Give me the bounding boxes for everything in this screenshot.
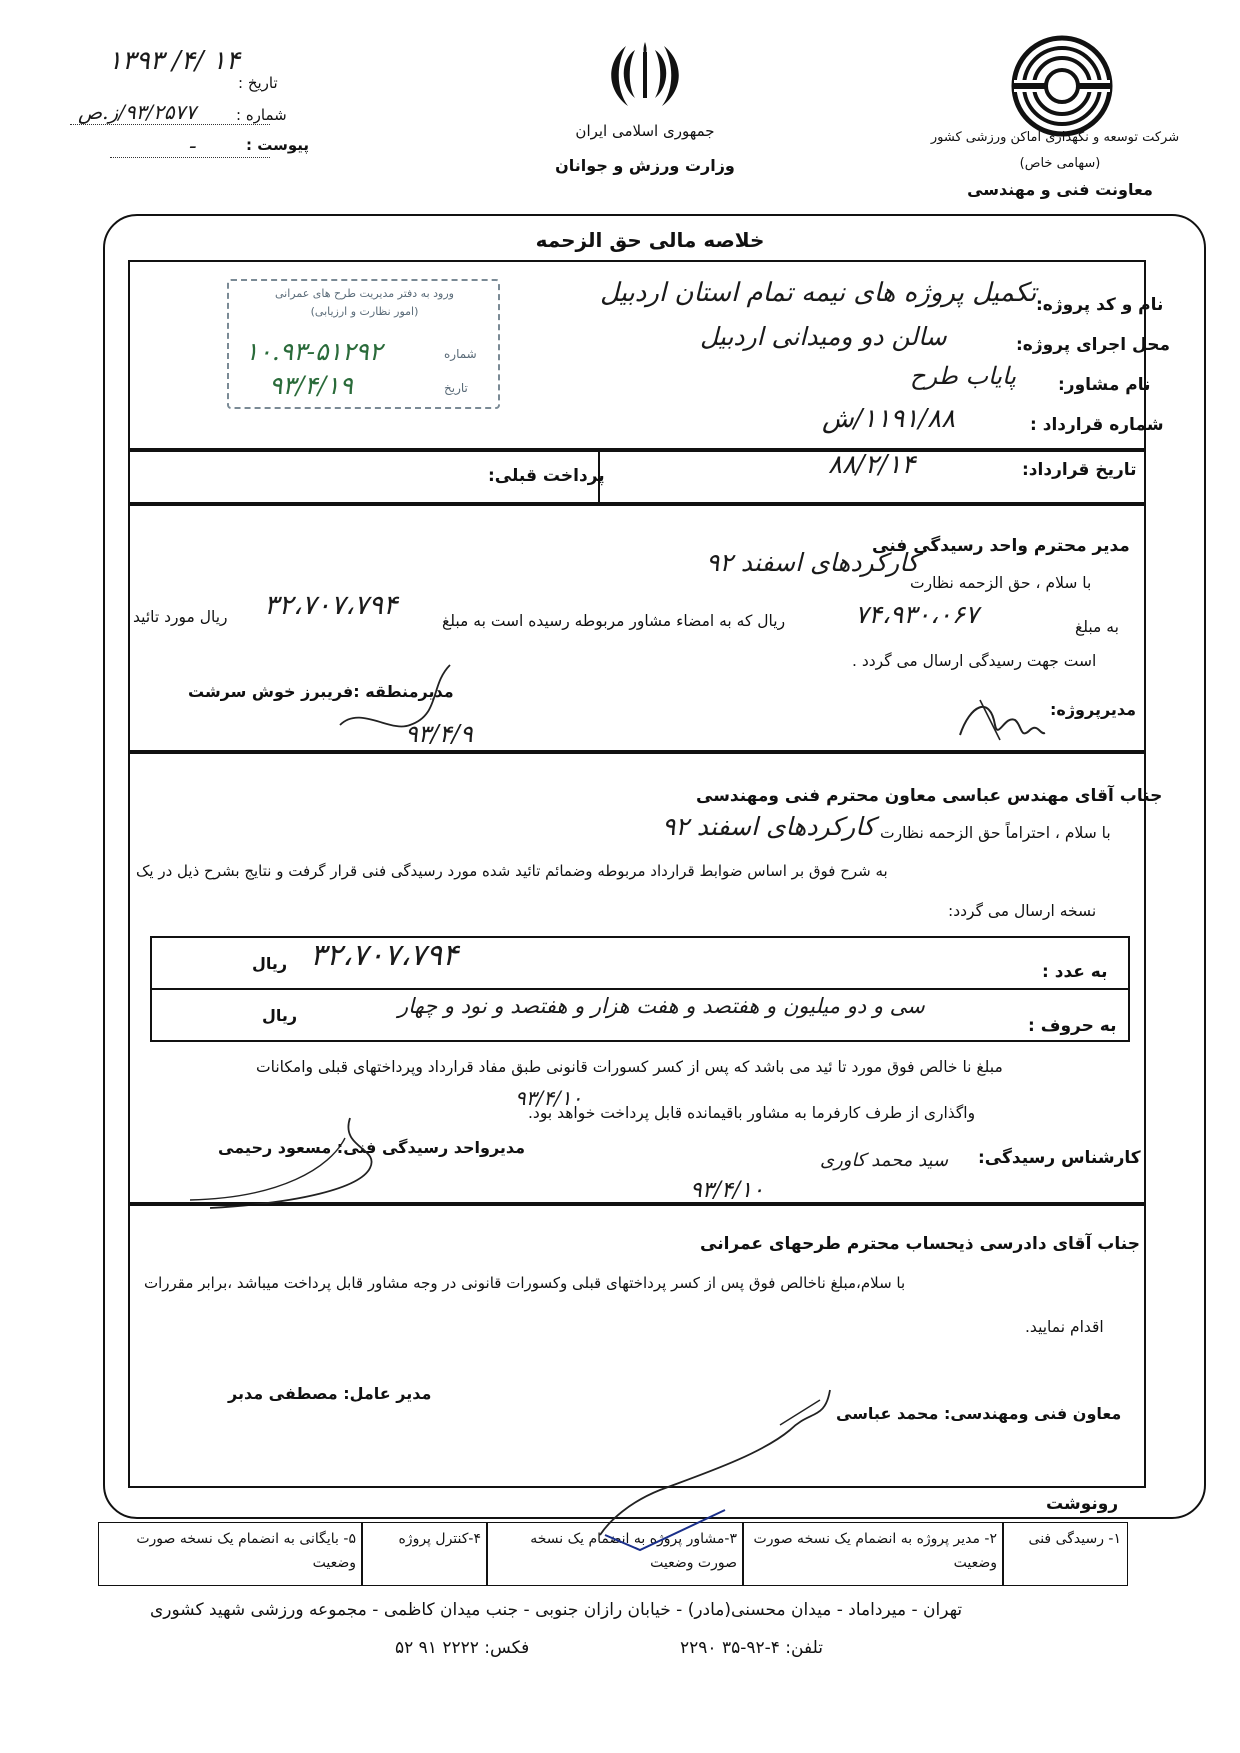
cc-item-4: ۴-کنترل پروژه: [361, 1522, 488, 1586]
project-name-label: نام و کد پروژه:: [1036, 295, 1164, 315]
attachment-underline: [110, 157, 270, 158]
footer-address: تهران - میرداماد - میدان محسنی(مادر) - خیابان رازان جنوبی - جنب میدان کاظمی - مجموعه ورزشی شهید کشوری: [150, 1600, 963, 1620]
project-name-value: تکمیل پروژه های نیمه تمام استان اردبیل: [600, 278, 1037, 308]
company-type: (سهامی خاص): [1019, 156, 1101, 171]
section1-line3: است جهت رسیدگی ارسال می گردد .: [852, 652, 1097, 670]
section1-amount1: ۷۴،۹۳۰،۰۶۷: [855, 600, 979, 629]
deputy-title: معاونت فنی و مهندسی: [967, 180, 1153, 199]
digits-label: به عدد :: [1042, 962, 1108, 982]
stamp-number-value: ۱۰.۹۳-۵۱۲۹۲: [245, 337, 383, 366]
section2-note1: مبلغ نا خالص فوق مورد تا ئید می باشد که پس از کسر کسورات قانونی طبق مفاد قرارداد وپرداختهای قبلی وامکانات: [256, 1058, 1003, 1076]
project-manager-label: مدیرپروژه:: [1050, 700, 1137, 719]
section1-date: ۹۳/۴/۹: [405, 720, 473, 748]
contract-number-value: ۱۱۹۱/۸۸/ش: [822, 404, 956, 434]
reviewer-label: کارشناس رسیدگی:: [978, 1148, 1141, 1168]
section1-line2-start: به مبلغ: [1075, 618, 1119, 636]
section3-line1: با سلام،مبلغ ناخالص فوق پس از کسر پرداختهای قبلی وکسورات قانونی در وجه مشاور قابل پرداخت میباشد ،برابر مقررات: [144, 1274, 906, 1292]
region-manager: مدیرمنطقه :فریبرز خوش سرشت: [188, 682, 454, 701]
footer-phone: تلفن: ۴-۹۲-۳۵ ۲۲۹۰: [680, 1638, 823, 1658]
company-name: شرکت توسعه و نگهداری اماکن ورزشی کشور: [930, 130, 1180, 145]
document-title: خلاصه مالی حق الزحمه: [535, 228, 765, 252]
number-value: ۹۳/۲۵۷۷/ز.ص: [78, 100, 197, 124]
footer-fax: فکس: ۲۲۲۲ ۹۱ ۵۲: [395, 1638, 530, 1658]
number-underline: [70, 124, 270, 125]
words-label: به حروف :: [1028, 1016, 1117, 1036]
ministry-title: وزارت ورزش و جوانان: [555, 156, 735, 175]
stamp-date-label: تاریخ: [444, 381, 468, 395]
republic-title: جمهوری اسلامی ایران: [575, 122, 715, 140]
date-label: تاریخ :: [238, 74, 278, 92]
contract-number-label: شماره قرارداد :: [1030, 415, 1164, 435]
amount-table-divider: [150, 988, 1130, 990]
section1-heading: مدیر محترم واحد رسیدگی فنی: [872, 536, 1130, 556]
cc-item-5: ۵- بایگانی به انضمام یک نسخه صورت وضعیت: [98, 1522, 363, 1586]
digits-value: ۳۲،۷۰۷،۷۹۴: [310, 938, 459, 973]
section2-line1-prefix: با سلام ، احتراماً حق الزحمه نظارت: [880, 824, 1111, 842]
deputy-signature-label: معاون فنی ومهندسی: محمد عباسی: [836, 1404, 1122, 1423]
cc-item-3: ۳-مشاور پروژه به انضمام یک نسخه صورت وضعیت: [486, 1522, 744, 1586]
cc-item-1: ۱- رسیدگی فنی: [1002, 1522, 1128, 1586]
date-value: ۱۳۹۳ /۴/ ۱۴: [108, 46, 240, 76]
prev-payment-box: [128, 450, 1146, 504]
consultant-value: پایاب طرح: [910, 362, 1017, 390]
section2-line2: به شرح فوق بر اساس ضوابط قرارداد مربوطه وضمائم تائید شده مورد رسیدگی فنی قرار گرفت و نتایج بشرح ذیل در یک: [136, 862, 888, 880]
section2-note2: واگذاری از طرف کارفرما به مشاور باقیمانده قابل پرداخت خواهد بود.: [528, 1104, 976, 1122]
section2-heading: جناب آقای مهندس عباسی معاون محترم فنی ومهندسی: [696, 786, 1163, 806]
section2-line3: نسخه ارسال می گردد:: [948, 902, 1097, 920]
section1-line2-mid: ریال که به امضاء مشاور مربوطه رسیده است به مبلغ: [442, 612, 786, 630]
cc-checkmark-icon: [600, 1505, 730, 1555]
section2-note-date: ۹۳/۴/۱۰: [515, 1086, 583, 1110]
iran-emblem-icon: [610, 38, 680, 110]
company-logo-icon: [1010, 34, 1114, 138]
project-manager-signature: [950, 685, 1050, 750]
number-label: شماره :: [236, 106, 287, 124]
stamp-date-value: ۹۳/۴/۱۹: [269, 371, 353, 400]
intake-stamp: [227, 279, 500, 409]
stamp-line1: ورود به دفتر مدیریت طرح های عمرانی: [275, 287, 454, 300]
digits-rial: ریال: [252, 954, 288, 973]
unit-manager: مدیرواحد رسیدگی فنی: مسعود رحیمی: [218, 1138, 526, 1157]
reviewer-date: ۹۳/۴/۱۰: [690, 1178, 764, 1203]
section3-heading: جناب آقای دادرسی ذیحساب محترم طرحهای عمرانی: [700, 1234, 1140, 1254]
stamp-line2: (امور نظارت و ارزیابی): [310, 305, 419, 318]
words-value: سی و دو میلیون و هفتصد و هفت هزار و هفتصد و نود و چهار: [398, 994, 925, 1018]
contract-date-label: تاریخ قرارداد:: [1022, 460, 1137, 480]
section1-line2-end: ریال مورد تائید: [133, 608, 228, 626]
stamp-number-label: شماره: [444, 347, 477, 361]
project-location-label: محل اجرای پروژه:: [1016, 335, 1170, 355]
reviewer-hand: سید محمد کاوری: [820, 1150, 949, 1171]
section1-amount2: ۳۲،۷۰۷،۷۹۴: [264, 590, 398, 621]
ceo-signature-label: مدیر عامل: مصطفی مدبر: [228, 1384, 432, 1403]
prev-payment-label: پرداخت قبلی:: [488, 466, 605, 486]
section1-line1-prefix: با سلام ، حق الزحمه نظارت: [910, 574, 1092, 592]
attachment-value: ـ: [190, 132, 196, 153]
section2-line1-hand: کارکردهای اسفند ۹۲: [662, 812, 875, 841]
unit-manager-signature: [180, 1108, 410, 1218]
contract-date-value: ۸۸/۲/۱۴: [828, 450, 916, 480]
words-rial: ریال: [262, 1006, 298, 1025]
consultant-label: نام مشاور:: [1058, 375, 1151, 395]
section3-line2: اقدام نمایید.: [1025, 1318, 1104, 1336]
section1-line1-hand: کارکردهای اسفند ۹۲: [706, 548, 919, 577]
attachment-label: پیوست :: [246, 136, 310, 154]
cc-item-2: ۲- مدیر پروژه به انضمام یک نسخه صورت وضعیت: [742, 1522, 1004, 1586]
cc-title: رونوشت: [1046, 1494, 1119, 1514]
project-location-value: سالن دو ومیدانی اردبیل: [700, 322, 947, 351]
